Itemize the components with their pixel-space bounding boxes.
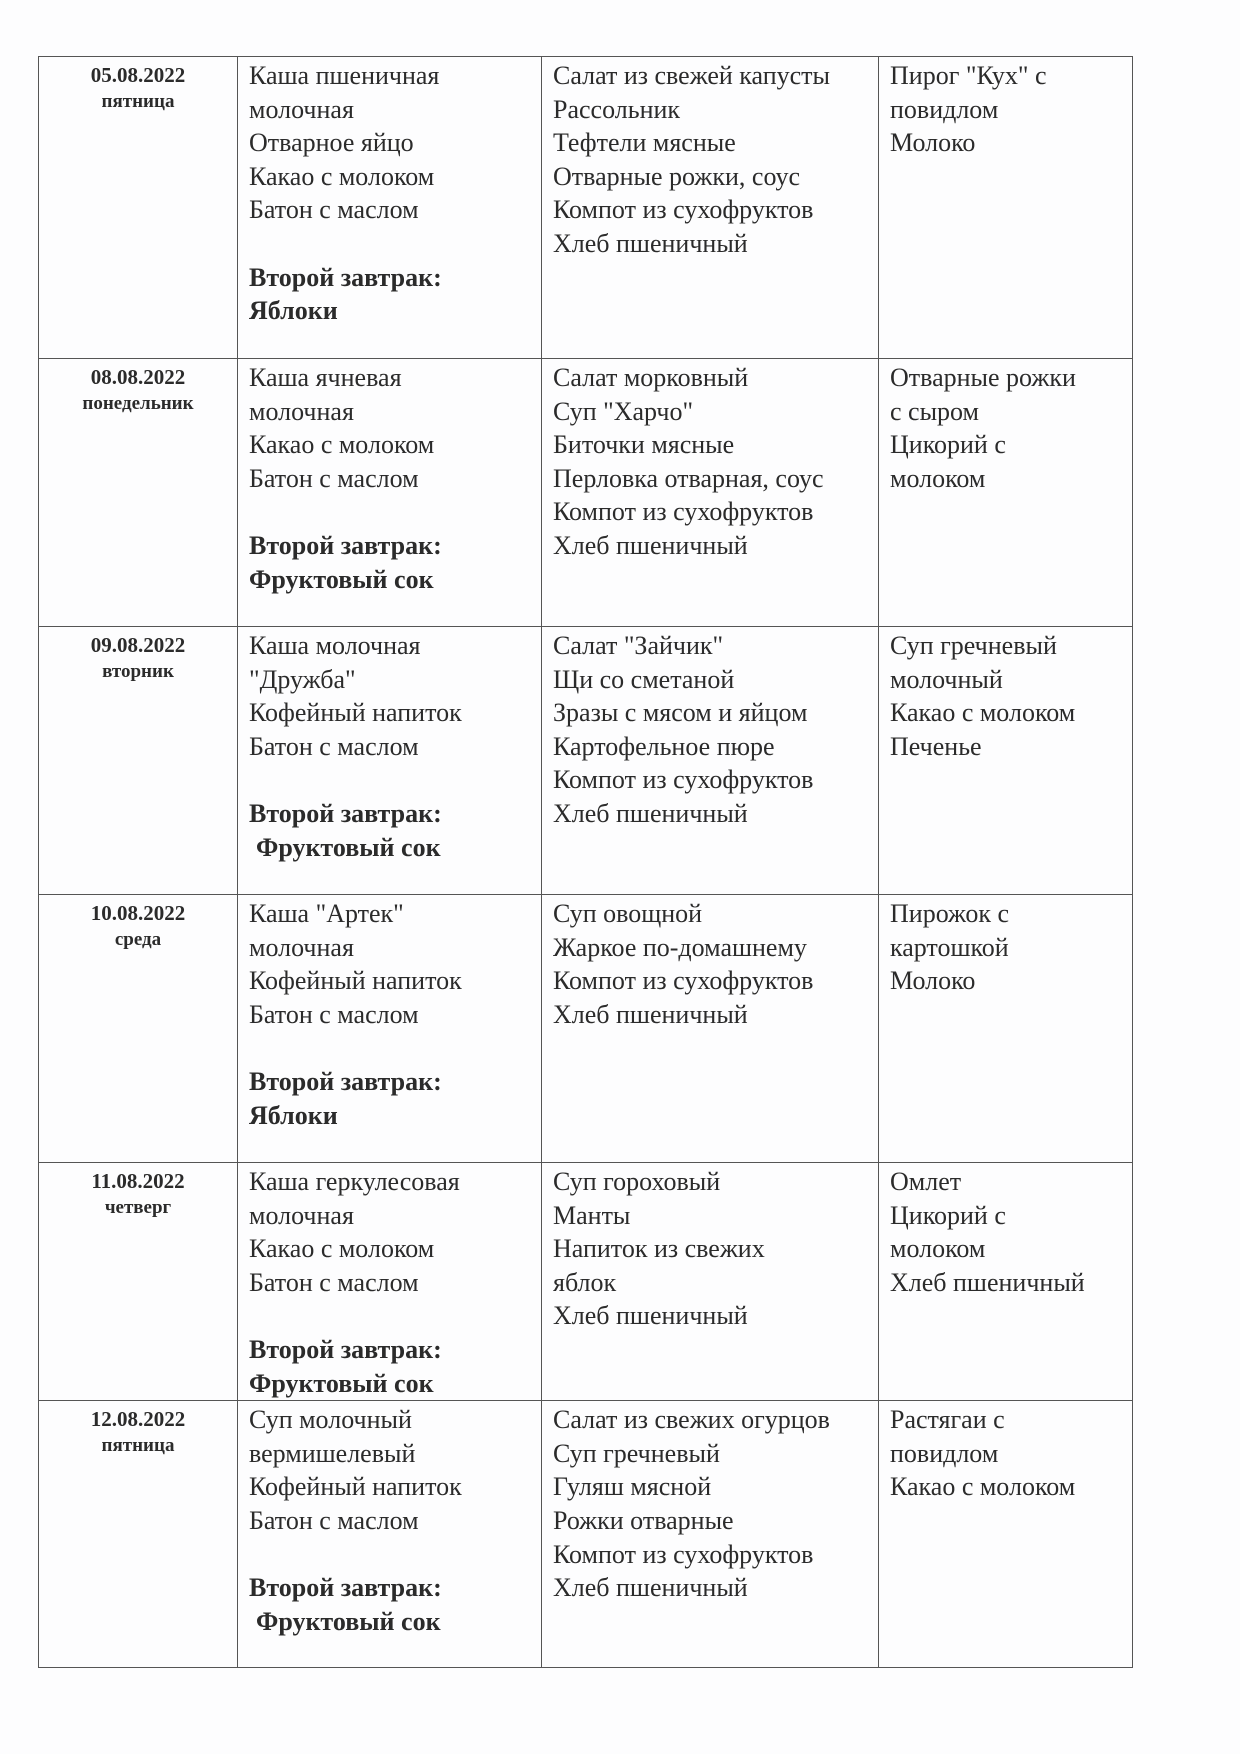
snack-item: Пирожок с xyxy=(890,899,1010,928)
breakfast-item: Какао с молоком xyxy=(249,1234,435,1264)
breakfast-item: Батон с маслом xyxy=(249,463,419,493)
snack-item: Цикорий с xyxy=(890,1200,1006,1230)
lunch-cell xyxy=(542,1163,879,1401)
snack-cell xyxy=(879,1163,1133,1401)
date-label: 11.08.2022 xyxy=(91,1169,185,1193)
menu-table xyxy=(38,56,1133,1668)
breakfast-item: Какао с молоком xyxy=(249,430,435,460)
lunch-item: Хлеб пшеничный xyxy=(553,228,748,258)
snack-item: Цикорий с xyxy=(890,430,1006,460)
menu-day-row xyxy=(39,1401,1133,1668)
snack-item: Растягаи с xyxy=(890,1405,1005,1435)
lunch-item: Компот из сухофруктов xyxy=(553,765,814,795)
snack-cell xyxy=(879,627,1133,895)
lunch-item: Хлеб пшеничный xyxy=(553,999,748,1029)
breakfast-item: Суп молочный xyxy=(249,1405,412,1435)
snack-cell xyxy=(879,57,1133,359)
lunch-item: Компот из сухофруктов xyxy=(553,497,814,527)
menu-day-row xyxy=(39,359,1133,627)
spacer xyxy=(249,1538,533,1572)
snack-item: Какао с молоком xyxy=(890,698,1076,728)
date-label: 08.08.2022 xyxy=(90,365,186,389)
lunch-item: Хлеб пшеничный xyxy=(553,1301,748,1331)
snack-item: Омлет xyxy=(890,1167,962,1196)
breakfast-cell xyxy=(238,1163,542,1401)
snack-item: с сыром xyxy=(890,396,980,426)
spacer xyxy=(249,227,533,261)
date-cell xyxy=(39,57,238,359)
weekday-label: вторник xyxy=(102,661,174,682)
breakfast-item: вермишелевый xyxy=(249,1438,416,1468)
second-breakfast-item: Фруктовый сок xyxy=(249,1368,434,1398)
breakfast-item: Кофейный напиток xyxy=(249,966,462,996)
lunch-cell xyxy=(542,1401,879,1668)
second-breakfast-item: Фруктовый сок xyxy=(256,832,441,862)
menu-day-row xyxy=(39,57,1133,359)
date-cell xyxy=(39,1163,238,1401)
lunch-item: Манты xyxy=(553,1200,631,1230)
date-cell xyxy=(39,1401,238,1668)
spacer xyxy=(249,763,533,797)
snack-item: Хлеб пшеничный xyxy=(890,1267,1085,1297)
lunch-item: яблок xyxy=(553,1267,617,1297)
date-cell xyxy=(39,359,238,627)
snack-cell xyxy=(879,895,1133,1163)
breakfast-item: Какао с молоком xyxy=(249,161,435,191)
breakfast-item: Кофейный напиток xyxy=(249,698,462,728)
lunch-item: Компот из сухофруктов xyxy=(553,195,814,225)
snack-item: Печенье xyxy=(890,731,982,761)
lunch-item: Щи со сметаной xyxy=(553,664,735,694)
second-breakfast-item: Фруктовый сок xyxy=(249,564,434,594)
lunch-item: Биточки мясные xyxy=(553,430,735,460)
second-breakfast-label: Второй завтрак: xyxy=(249,798,442,828)
lunch-item: Картофельное пюре xyxy=(553,731,775,761)
weekday-label: среда xyxy=(114,929,162,950)
breakfast-item: молочная xyxy=(249,932,354,962)
lunch-item: Хлеб пшеничный xyxy=(553,1573,748,1603)
date-cell xyxy=(39,895,238,1163)
weekday-label: пятница xyxy=(101,91,175,112)
breakfast-item: Каша ячневая xyxy=(249,363,402,392)
snack-cell xyxy=(879,359,1133,627)
breakfast-item: молочная xyxy=(249,396,354,426)
breakfast-item: Батон с маслом xyxy=(249,195,419,225)
second-breakfast-item: Фруктовый сок xyxy=(256,1606,441,1636)
breakfast-cell xyxy=(238,57,542,359)
spacer xyxy=(249,495,533,529)
breakfast-item: Каша геркулесовая xyxy=(249,1167,460,1196)
breakfast-item: Каша пшеничная xyxy=(249,61,440,90)
date-cell xyxy=(39,627,238,895)
second-breakfast-label: Второй завтрак: xyxy=(249,1573,442,1603)
snack-item: Молоко xyxy=(890,966,976,996)
lunch-item: Рассольник xyxy=(553,94,681,124)
second-breakfast-label: Второй завтрак: xyxy=(249,530,442,560)
lunch-item: Салат из свежей капусты xyxy=(553,61,830,90)
lunch-item: Суп гороховый xyxy=(553,1167,721,1196)
lunch-item: Суп овощной xyxy=(553,899,703,928)
breakfast-item: молочная xyxy=(249,94,354,124)
breakfast-item: "Дружба" xyxy=(249,664,356,694)
date-label: 12.08.2022 xyxy=(90,1407,186,1432)
lunch-item: Суп "Харчо" xyxy=(553,396,694,426)
second-breakfast-item: Яблоки xyxy=(249,296,338,326)
lunch-item: Хлеб пшеничный xyxy=(553,798,748,828)
breakfast-item: Батон с маслом xyxy=(249,1505,419,1535)
snack-item: молочный xyxy=(890,664,1003,694)
breakfast-cell xyxy=(238,895,542,1163)
menu-day-row xyxy=(39,627,1133,895)
second-breakfast-label: Второй завтрак: xyxy=(249,1066,442,1096)
snack-item: повидлом xyxy=(890,1438,999,1468)
breakfast-cell xyxy=(238,1401,542,1668)
snack-item: Молоко xyxy=(890,128,976,158)
breakfast-item: Каша "Артек" xyxy=(249,899,404,928)
lunch-item: Гуляш мясной xyxy=(553,1472,712,1502)
lunch-item: Компот из сухофруктов xyxy=(553,966,814,996)
snack-cell xyxy=(879,1401,1133,1668)
snack-item: молоком xyxy=(890,1234,986,1264)
date-label: 10.08.2022 xyxy=(90,901,186,925)
lunch-item: Суп гречневый xyxy=(553,1438,720,1468)
lunch-item: Напиток из свежих xyxy=(553,1234,765,1264)
snack-item: молоком xyxy=(890,463,986,493)
lunch-cell xyxy=(542,895,879,1163)
breakfast-item: Кофейный напиток xyxy=(249,1472,462,1502)
date-label: 05.08.2022 xyxy=(90,63,186,87)
snack-item: Отварные рожки xyxy=(890,363,1076,392)
weekday-label: пятница xyxy=(101,1435,175,1457)
snack-item: картошкой xyxy=(890,932,1009,962)
weekday-label: четверг xyxy=(104,1197,172,1218)
lunch-item: Перловка отварная, соус xyxy=(553,463,824,493)
breakfast-item: молочная xyxy=(249,1200,354,1230)
lunch-item: Салат из свежих огурцов xyxy=(553,1405,830,1435)
lunch-cell xyxy=(542,57,879,359)
lunch-item: Салат морковный xyxy=(553,363,749,392)
lunch-cell xyxy=(542,359,879,627)
lunch-item: Компот из сухофруктов xyxy=(553,1539,814,1569)
lunch-item: Хлеб пшеничный xyxy=(553,530,748,560)
menu-day-row xyxy=(39,895,1133,1163)
lunch-item: Зразы с мясом и яйцом xyxy=(553,698,808,728)
lunch-item: Рожки отварные xyxy=(553,1505,734,1535)
lunch-item: Отварные рожки, соус xyxy=(553,161,800,191)
second-breakfast-label: Второй завтрак: xyxy=(249,262,442,292)
second-breakfast-label: Второй завтрак: xyxy=(249,1334,442,1364)
breakfast-cell xyxy=(238,359,542,627)
menu-table-body xyxy=(39,57,1133,1668)
second-breakfast-item: Яблоки xyxy=(249,1100,338,1130)
breakfast-item: Батон с маслом xyxy=(249,999,419,1029)
breakfast-item: Отварное яйцо xyxy=(249,128,414,158)
breakfast-item: Каша молочная xyxy=(249,631,421,660)
lunch-item: Жаркое по-домашнему xyxy=(553,932,807,962)
snack-item: Какао с молоком xyxy=(890,1472,1076,1502)
weekday-label: понедельник xyxy=(82,393,194,414)
breakfast-cell xyxy=(238,627,542,895)
spacer xyxy=(249,1299,533,1333)
snack-item: Пирог "Кух" с xyxy=(890,61,1047,90)
breakfast-item: Батон с маслом xyxy=(249,731,419,761)
lunch-item: Салат "Зайчик" xyxy=(553,631,724,660)
menu-day-row xyxy=(39,1163,1133,1401)
spacer xyxy=(249,1031,533,1065)
snack-item: Суп гречневый xyxy=(890,631,1057,660)
date-label: 09.08.2022 xyxy=(90,633,186,657)
lunch-cell xyxy=(542,627,879,895)
breakfast-item: Батон с маслом xyxy=(249,1267,419,1297)
lunch-item: Тефтели мясные xyxy=(553,128,736,158)
snack-item: повидлом xyxy=(890,94,999,124)
